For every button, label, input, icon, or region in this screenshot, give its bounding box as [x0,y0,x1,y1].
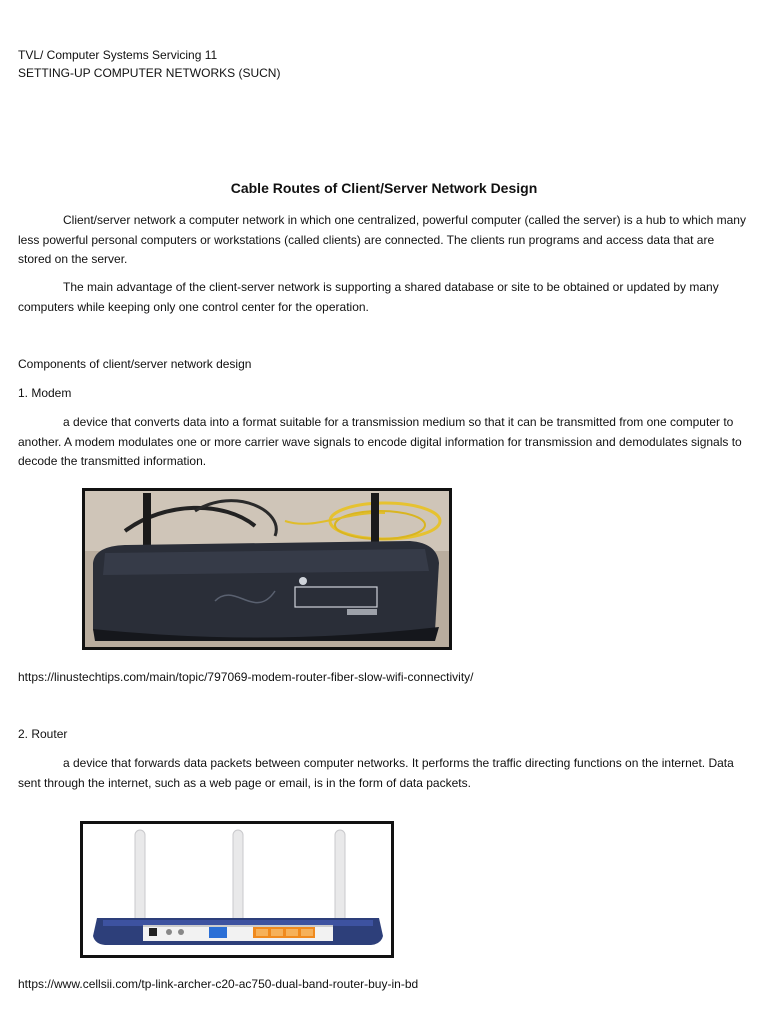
router-description: a device that forwards data packets between computer networks. It performs the traffic directing functions on the internet. Data sent through the internet, such as a web page or email, is in the form of data packets. [18,756,734,790]
header-subject: SETTING-UP COMPUTER NETWORKS (SUCN) [18,66,281,80]
modem-source-link[interactable]: https://linustechtips.com/main/topic/797069-modem-router-fiber-slow-wifi-connectivity/ [18,670,474,684]
components-heading: Components of client/server network design [18,357,252,371]
intro-paragraph: Client/server network a computer network in which one centralized, powerful computer (called the server) is a hub to which many less powerful personal computers or workstations (called clients) are connected. The clients run programs and access data that are stored on the server. [18,213,746,266]
router-heading: 2. Router [18,727,68,741]
header-course: TVL/ Computer Systems Servicing 11 [18,48,218,62]
document-title: Cable Routes of Client/Server Network Design [230,180,538,196]
router-source-link[interactable]: https://www.cellsii.com/tp-link-archer-c20-ac750-dual-band-router-buy-in-bd [18,977,419,991]
modem-image [82,488,452,650]
modem-heading: 1. Modem [18,386,72,400]
router-image [80,821,394,958]
modem-description: a device that converts data into a format suitable for a transmission medium so that it can be transmitted from one computer to another. A modem modulates one or more carrier wave signals to encode digital information for transmission and demodulates signals to decode the transmitted information. [18,415,742,468]
advantage-paragraph: The main advantage of the client-server network is supporting a shared database or site to be obtained or updated by many computers while keeping only one control center for the operation. [18,280,719,314]
